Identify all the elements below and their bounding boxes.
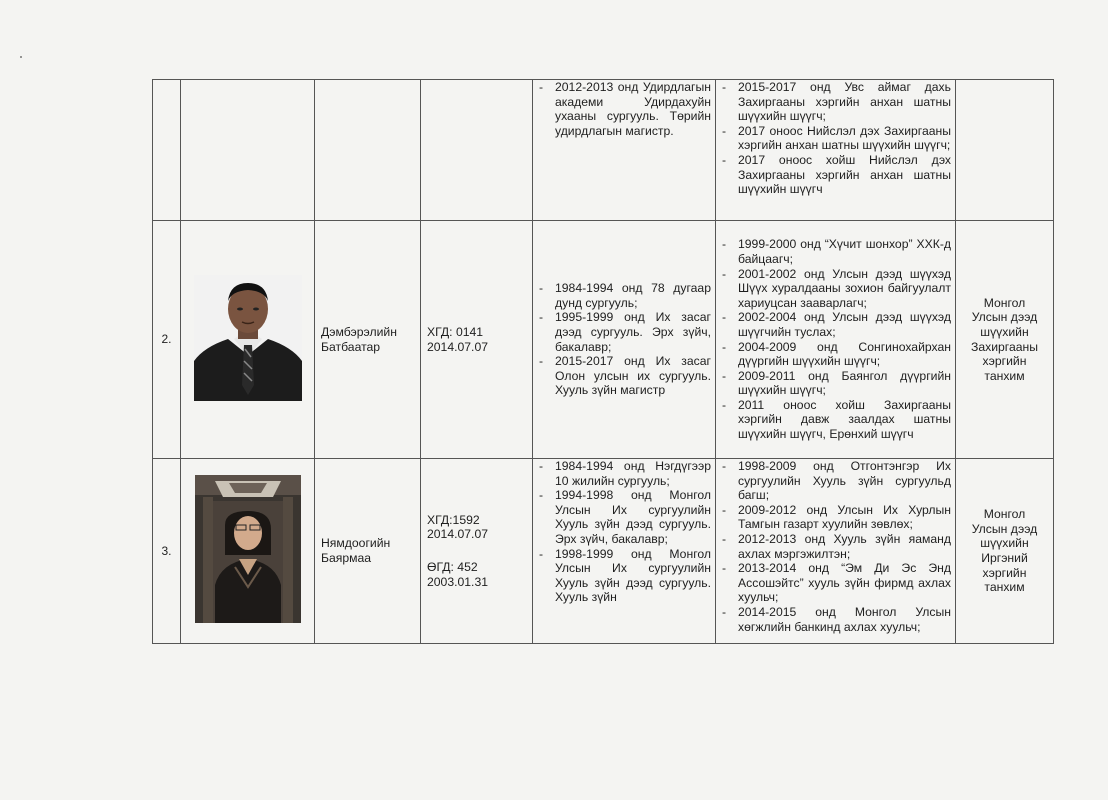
career-cell (716, 221, 956, 459)
career-item: - 2014-2015 онд Монгол Улсын хөгжлийн банкинд ахлах хуульч; (722, 605, 951, 634)
certificate-date: 2014.07.07 (427, 527, 488, 542)
name-cell (315, 221, 421, 459)
education-item: - 1995-1999 онд Их засаг дээд сургууль. Эрх зүйч, бакалавр; (539, 310, 711, 354)
education-cell (533, 221, 716, 459)
education-item: - 1998-1999 онд Монгол Улсын Их сургуулийн Хууль зүйн дээд сургууль. Хууль зүйн (539, 547, 711, 605)
name-cell (315, 459, 421, 644)
career-item: - 2002-2004 онд Улсын дээд шүүхэд шүүгчийн туслах; (722, 310, 951, 339)
career-item: - 2004-2009 онд Сонгинохайрхан дүүргийн шүүхийн шүүгч; (722, 340, 951, 369)
court-line: шүүхийн (980, 324, 1029, 339)
table-row-2 (153, 221, 1054, 459)
surname: Нямдоогийн (321, 536, 391, 551)
certificate-number: ӨГД: 452 (427, 560, 478, 574)
career-item: - 2015-2017 онд Увс аймаг дахь Захиргааны хэргийн анхан шатны шүүхийн шүүгч; (722, 80, 951, 124)
row-number: 2. (153, 221, 181, 459)
court-line: Улсын дээд (971, 310, 1038, 325)
career-item: - 2012-2013 онд Хууль зүйн яаманд ахлах мэргэжилтэн; (722, 532, 951, 561)
certificate-cell (421, 80, 533, 221)
certificate-date: 2014.07.07 (427, 339, 488, 354)
scan-speck (20, 56, 22, 58)
education-cell (533, 459, 716, 644)
career-cell (716, 459, 956, 644)
court-line: хэргийн (982, 565, 1027, 580)
career-item: - 2001-2002 онд Улсын дээд шүүхэд Шүүх хуралдааны зохион байгуулалт хариуцсан зааварлагч; (722, 267, 951, 311)
court-line: танхим (984, 580, 1025, 595)
row-number: 3. (153, 459, 181, 644)
photo-cell (181, 80, 315, 221)
career-cell (716, 80, 956, 221)
spacer (427, 542, 532, 560)
row-number (153, 80, 181, 221)
court-line: танхим (984, 368, 1025, 383)
court-cell (956, 80, 1054, 221)
career-item: - 2013-2014 онд “Эм Ди Эс Энд Ассошэйтс” хууль зүйн фирмд ахлах хуульч; (722, 561, 951, 605)
career-item: - 2009-2011 онд Баянгол дүүргийн шүүхийн шүүгч; (722, 369, 951, 398)
table-row-3 (153, 459, 1054, 644)
education-item: - 1984-1994 онд 78 дугаар дунд сургууль; (539, 281, 711, 310)
education-item: - 2012-2013 онд Удирдлагын академи Удирдахуйн ухааны сургууль. Төрийн удирдлагын магистр. (539, 80, 711, 138)
table-row-continuation (153, 80, 1054, 221)
certificate-number: ХГД:1592 (427, 512, 480, 527)
certificate-date: 2003.01.31 (427, 574, 488, 589)
court-line: Улсын дээд (971, 521, 1038, 536)
judge-photo-male (194, 275, 302, 401)
name-cell (315, 80, 421, 221)
court-line: хэргийн (982, 354, 1027, 369)
photo-cell (181, 459, 315, 644)
court-line: шүүхийн (980, 536, 1029, 551)
career-item: - 2011 оноос хойш Захиргааны хэргийн давж заалдах шатны шүүхийн шүүгч, Ерөнхий шүүгч (722, 398, 951, 442)
certificate-cell (421, 221, 533, 459)
court-line: Монгол (983, 295, 1026, 310)
court-cell (956, 221, 1054, 459)
certificate-number: ХГД: 0141 (427, 324, 484, 339)
photo-cell (181, 221, 315, 459)
given-name: Батбаатар (321, 339, 381, 354)
judges-table (152, 79, 1054, 644)
education-item: - 2015-2017 онд Их засаг Олон улсын их сургууль. Хууль зүйн магистр (539, 354, 711, 398)
court-line: Монгол (983, 507, 1026, 522)
education-item: - 1994-1998 онд Монгол Улсын Их сургуулийн Хууль зүйн дээд сургууль. Эрх зүйч, бакалавр; (539, 488, 711, 546)
court-line: Иргэний (981, 551, 1028, 565)
career-item: - 2017 оноос хойш Нийслэл дэх Захиргааны хэргийн анхан шатны шүүхийн шүүгч (722, 153, 951, 197)
career-item: - 1998-2009 онд Отгонтэнгэр Их сургуулийн Хууль зүйн сургуульд багш; (722, 459, 951, 503)
career-item: - 2009-2012 онд Улсын Их Хурлын Тамгын газарт хуулийн зөвлөх; (722, 503, 951, 532)
education-cell (533, 80, 716, 221)
certificate-cell (421, 459, 533, 644)
given-name: Баярмаа (321, 551, 372, 565)
court-cell (956, 459, 1054, 644)
career-item: - 2017 оноос Нийслэл дэх Захиргааны хэргийн анхан шатны шүүхийн шүүгч; (722, 124, 951, 153)
court-line: Захиргааны (970, 339, 1039, 354)
career-item: - 1999-2000 онд “Хүчит шонхор” ХХК-д байцаагч; (722, 237, 951, 266)
surname: Дэмбэрэлийн (321, 324, 397, 339)
education-item: - 1984-1994 онд Нэгдүгээр 10 жилийн сургууль; (539, 459, 711, 488)
judge-photo-female (195, 475, 301, 623)
